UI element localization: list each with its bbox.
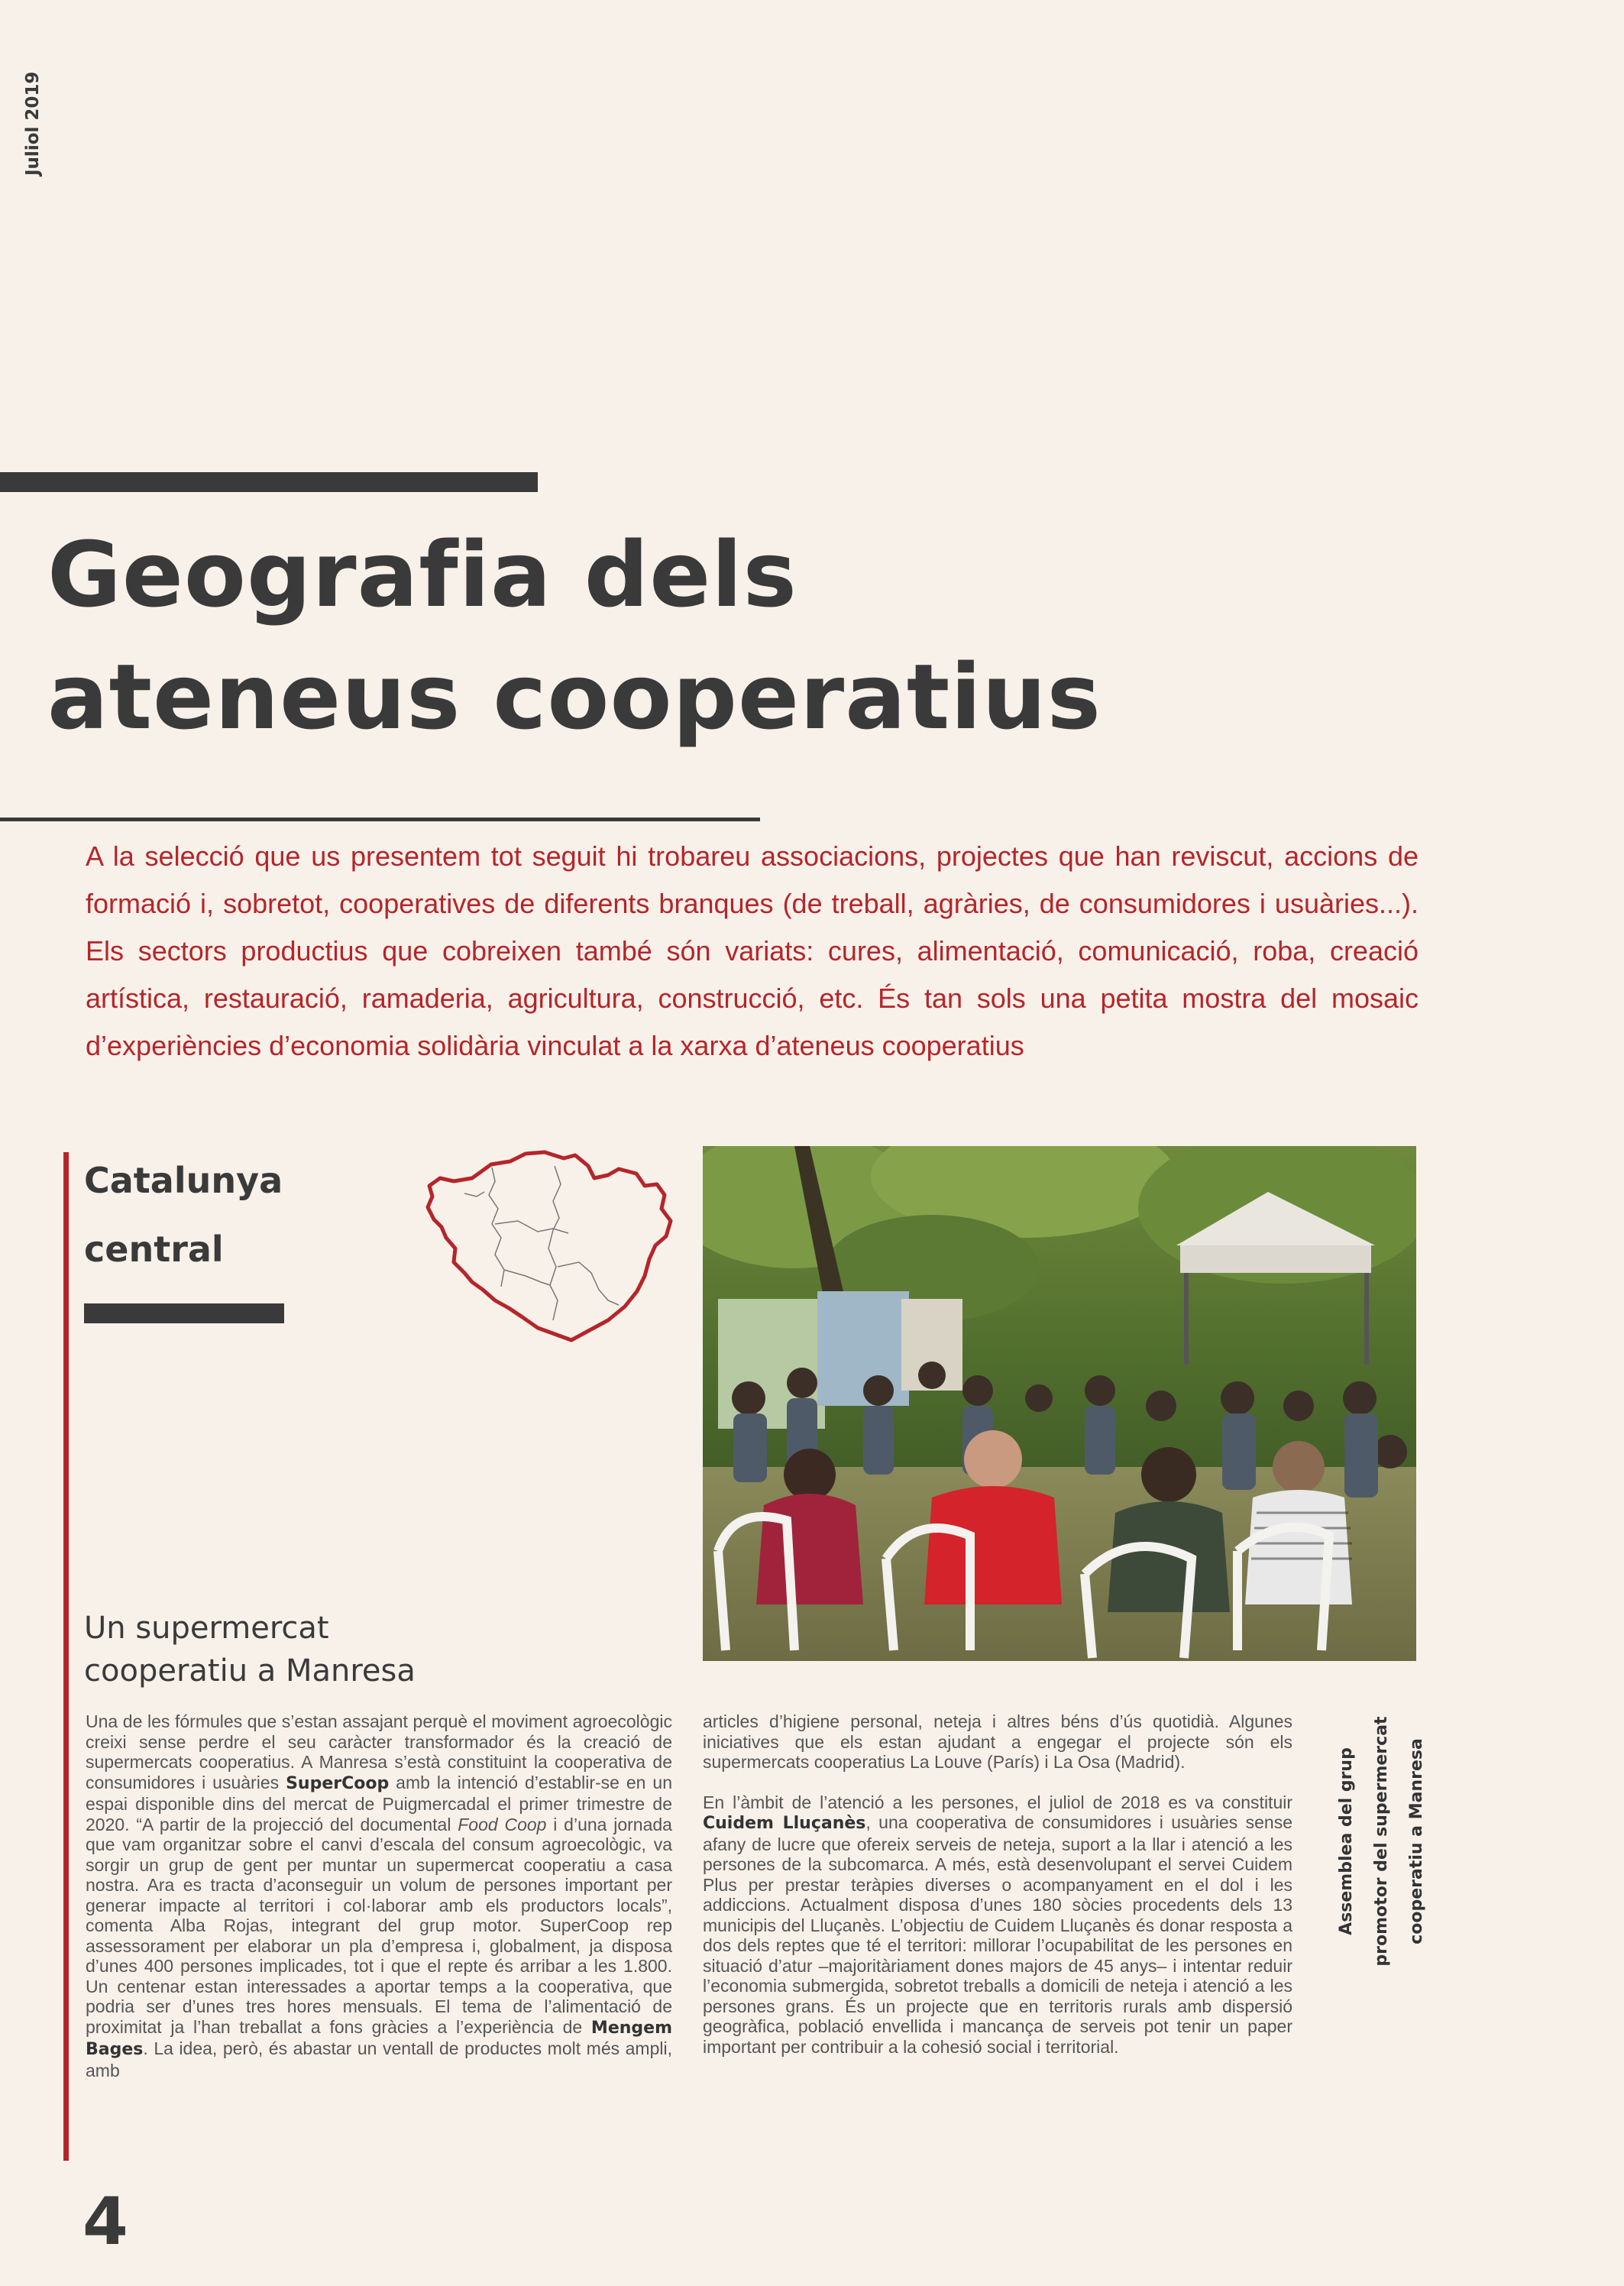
org-name-cuidem-llucanes: Cuidem Lluçanès [703, 1814, 866, 1833]
text-run: . La idea, però, és abastar un ventall de productes molt més ampli, amb [86, 2038, 672, 2080]
org-name-supercoop: SuperCoop [286, 1773, 390, 1793]
text-run: En l’àmbit de l’atenció a les persones, el juliol de 2018 es va constituir [703, 1792, 1292, 1812]
article-subtitle [84, 1607, 416, 1692]
text-run: Una de les fórmules que s’estan assajant perquè el moviment agroecològic creixi sense perdre el seu caràcter transformador és la creació de supermercats cooperatius. A Manresa s’està constituint la cooperativa de consumidores i usuàries [86, 1711, 672, 1792]
region-title [84, 1146, 283, 1284]
assembly-photo [703, 1146, 1416, 1661]
caption-line-3: cooperatiu a Manresa [1407, 1738, 1426, 1944]
title-underline [0, 818, 760, 821]
issue-date: Juliol 2019 [23, 71, 43, 176]
text-run: , una cooperativa de consumidores i usuàries sense afany de lucre que ofereix serveis de neteja, suport a la llar i atenció a les persones de la subcomarca. A més, està desenvolupant el servei Cuidem Plus per prestar teràpies diverses o acompanyament en el dol i les addiccions. Actualment disposa d’unes 180 sòcies procedents dels 13 municipis del Lluçanès. L’objectiu de Cuidem Lluçanès és donar resposta a dos dels reptes que té el territori: millorar l’ocupabilitat de les persones en situació d’atur –majoritàriament dones majors de 45 anys– i intentar reduir l’economia submergida, sobretot treballs a domicili de neteja i atenció a les persones grans. És un projecte que en territoris rurals amb dispersió geogràfica, població envellida i mancança de serveis pot tenir un paper important per contribuir a la cohesió social i territorial. [703, 1812, 1292, 2057]
caption-line-2: promotor del supermercat [1372, 1716, 1391, 1967]
page-title-line-1: Geografia dels [47, 522, 797, 627]
page-title-line-2: ateneus cooperatius [47, 644, 1102, 750]
catalunya-central-map-icon [419, 1148, 675, 1354]
article-paragraph-continued: articles d’higiene personal, neteja i altres béns d’ús quotidià. Algunes iniciatives que els estan ajudant a engegar el projecte són els supermercats cooperatius La Louve (París) i La Osa (Madrid). [703, 1711, 1292, 1772]
page-number: 4 [82, 2184, 128, 2260]
film-title: Food Coop [458, 1814, 547, 1834]
photo-caption [1329, 1711, 1436, 1971]
article-paragraph-cuidem [703, 1792, 1292, 2058]
text-run: i d’una jornada que vam organitzar sobre el canvi d’escala del consum agroecològic, va sorgir un grup de gent per muntar un supermercat cooperatiu a casa nostra. Ara es tracta d’aconseguir un volum de persones important per generar impacte al territori i col·laborar amb els productors locals”, comenta Alba Rojas, integrant del grup motor. SuperCoop rep assessorament per elaborar un pla d’empresa i, globalment, ja disposa d’unes 400 persones implicades, tot i que el repte és arribar a les 1.800. Un centenar estan interessades a aportar temps a la cooperativa, que podria ser d’unes tres hores mensuals. El tema de l’alimentació de proximitat ja l’han treballat a fons gràcies a l’experiència de [86, 1814, 672, 2037]
title-top-bar [0, 472, 538, 492]
intro-paragraph: A la selecció que us presentem tot seguit hi trobareu associacions, projectes que han reviscut, accions de formació i, sobretot, cooperatives de diferents branques (de treball, agràries, de consumidores i usuàries...). Els sectors productius que cobreixen també són variats: cures, alimentació, comunicació, roba, creació artística, restauració, ramaderia, agricultura, construcció, etc. És tan sols una petita mostra del mosaic d’experiències d’economia solidària vinculat a la xarxa d’ateneus cooperatius [86, 840, 1419, 1061]
article-column-right [703, 1711, 1292, 2057]
region-title-line-2: central [84, 1229, 224, 1270]
article-subtitle-line-2: cooperatiu a Manresa [84, 1653, 416, 1689]
org-name-mengem-bages: Mengem Bages [86, 2018, 672, 2059]
article-column-left [86, 1711, 672, 2080]
section-left-rule [63, 1152, 69, 2161]
text-run: amb la intenció d’establir-se en un espai disponible dins del mercat de Puigmercadal el primer trimestre de 2020. “A partir de la projecció del documental [86, 1772, 673, 1834]
photo-caption-text [1329, 1711, 1435, 1971]
region-bar [84, 1303, 284, 1323]
caption-line-1: Assemblea del grup [1337, 1747, 1356, 1935]
article-paragraph-supercoop [86, 1711, 672, 2080]
article-subtitle-line-1: Un supermercat [84, 1611, 329, 1647]
region-title-line-1: Catalunya [84, 1160, 283, 1201]
page-title [47, 513, 1102, 758]
